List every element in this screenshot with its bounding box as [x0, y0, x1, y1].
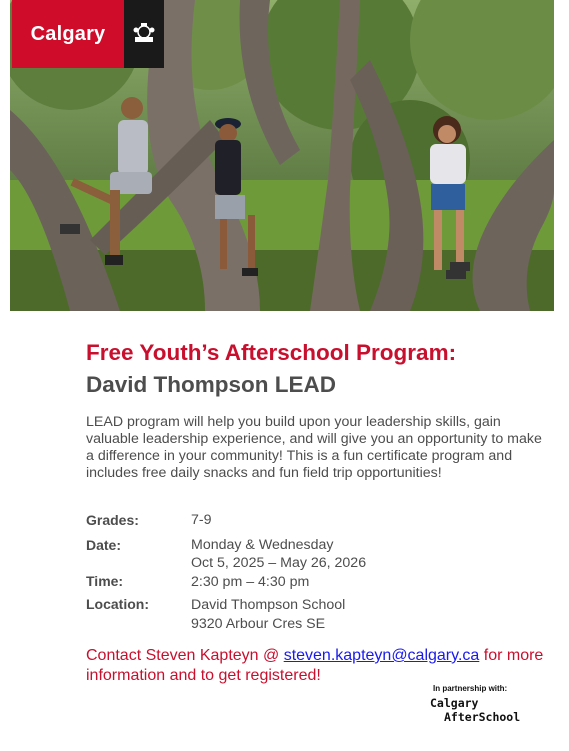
location-address: 9320 Arbour Cres SE [191, 616, 326, 632]
partner-logo-line-2: AfterSchool [444, 710, 521, 724]
contact-suffix: for more information and to get registered! [86, 647, 544, 684]
partner-label: In partnership with: [433, 684, 508, 693]
grades-label: Grades: [86, 512, 139, 528]
calgary-afterschool-logo [430, 696, 520, 724]
city-crest-icon [124, 0, 164, 68]
date-days: Monday & Wednesday [191, 537, 334, 553]
partner-logo-line-1: Calgary [430, 696, 479, 710]
location-label: Location: [86, 596, 149, 612]
location-school: David Thompson School [191, 597, 346, 613]
title-line-2: David Thompson LEAD [86, 372, 337, 397]
date-range: Oct 5, 2025 – May 26, 2026 [191, 555, 367, 571]
date-label: Date: [86, 537, 122, 553]
contact-email-link[interactable]: steven.kapteyn@calgary.ca [283, 647, 480, 664]
program-description: LEAD program will help you build upon your leadership skills, gain valuable leadership experience, and will give you an opportunity to make a difference in your community! This is a fun certificate program and includes free daily snacks and fun field trip opportunities! [86, 414, 542, 481]
title-line-1: Free Youth’s Afterschool Program: [86, 340, 457, 365]
contact-info [86, 646, 556, 686]
time-label: Time: [86, 573, 124, 589]
brand-name: Calgary [30, 22, 106, 45]
time-value: 2:30 pm – 4:30 pm [191, 574, 310, 590]
calgary-logo [12, 0, 124, 68]
contact-prefix: Contact Steven Kapteyn @ [86, 647, 284, 664]
grades-value: 7-9 [191, 512, 212, 528]
